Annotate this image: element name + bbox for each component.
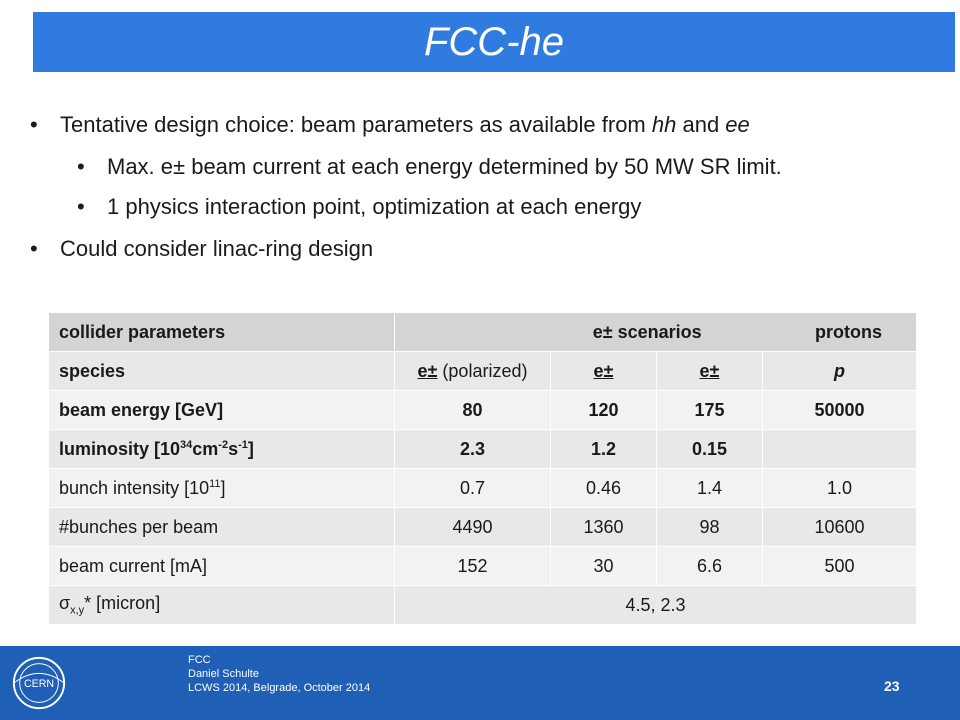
lumi-exp1: 34 xyxy=(180,438,193,451)
bunch-v1: 0.7 xyxy=(395,469,551,508)
current-v4: 500 xyxy=(763,547,917,586)
species-cell-4 xyxy=(763,352,917,391)
footer-bar xyxy=(0,646,960,720)
table-row-species xyxy=(49,352,917,391)
lumi-label xyxy=(49,430,395,469)
sigma-symbol: σ xyxy=(59,593,71,614)
current-label: beam current [mA] xyxy=(49,547,395,586)
header-e-scenarios: e± scenarios xyxy=(592,321,702,342)
table-row-sigma xyxy=(49,586,917,625)
lumi-s: s xyxy=(228,438,239,459)
bullet-3-text: 1 physics interaction point, optimization at each energy xyxy=(107,194,642,219)
current-v3: 6.6 xyxy=(657,547,763,586)
table-row-current xyxy=(49,547,917,586)
footer-line-3: LCWS 2014, Belgrade, October 2014 xyxy=(188,682,371,694)
bullet-1-mid: and xyxy=(676,112,726,137)
title-bar xyxy=(33,12,955,72)
species-cell-1 xyxy=(395,352,551,391)
table-row-bunch-intensity xyxy=(49,469,917,508)
bullet-2-text: Max. e± beam current at each energy determined by 50 MW SR limit. xyxy=(107,154,782,179)
page-number: 23 xyxy=(884,678,900,694)
bullet-2 xyxy=(77,154,782,180)
species-cell-2 xyxy=(551,352,657,391)
table-row-luminosity xyxy=(49,430,917,469)
lumi-pre: luminosity [10 xyxy=(59,438,181,459)
energy-v2: 120 xyxy=(551,391,657,430)
cern-logo xyxy=(10,654,68,712)
current-v2: 30 xyxy=(551,547,657,586)
footer-text xyxy=(188,653,370,695)
sigma-value: 4.5, 2.3 xyxy=(395,586,917,625)
energy-v4: 50000 xyxy=(763,391,917,430)
bunch-exp: 11 xyxy=(209,477,221,490)
lumi-mid: cm xyxy=(192,438,219,459)
nb-v2: 1360 xyxy=(551,508,657,547)
table-row-energy xyxy=(49,391,917,430)
cern-logo-text: CERN xyxy=(23,677,55,690)
bunch-pre: bunch intensity [10 xyxy=(59,477,210,498)
bunch-post: ] xyxy=(220,477,226,498)
bullet-4-text: Could consider linac-ring design xyxy=(60,236,374,261)
bullet-4 xyxy=(30,236,374,262)
sigma-post: * [micron] xyxy=(84,593,161,614)
lumi-v2: 1.2 xyxy=(551,430,657,469)
header-collider-parameters: collider parameters xyxy=(49,313,395,352)
species-c4: p xyxy=(834,360,845,381)
slide-title: FCC-he xyxy=(423,19,565,64)
parameters-table xyxy=(48,312,917,625)
bunch-v3: 1.4 xyxy=(657,469,763,508)
nb-v3: 98 xyxy=(657,508,763,547)
lumi-v4 xyxy=(763,430,917,469)
bullet-3 xyxy=(77,194,642,220)
footer-line-1: FCC xyxy=(188,654,211,666)
species-c2: e± xyxy=(593,360,614,381)
bullet-1-text: Tentative design choice: beam parameters as available from xyxy=(60,112,652,137)
bullet-1-em2: ee xyxy=(725,112,750,137)
species-c1-main: e± xyxy=(417,360,438,381)
table-header-row xyxy=(49,313,917,352)
bunch-v2: 0.46 xyxy=(551,469,657,508)
bullet-1-em1: hh xyxy=(651,112,677,137)
nb-label: #bunches per beam xyxy=(49,508,395,547)
bullet-dot: • xyxy=(77,154,85,179)
species-c1-note: (polarized) xyxy=(437,360,528,381)
energy-v1: 80 xyxy=(395,391,551,430)
header-protons: protons xyxy=(815,321,883,342)
bunch-label xyxy=(49,469,395,508)
footer-line-2: Daniel Schulte xyxy=(188,668,259,680)
lumi-v1: 2.3 xyxy=(395,430,551,469)
species-cell-3 xyxy=(657,352,763,391)
bullet-dot: • xyxy=(30,236,38,261)
lumi-exp3: -1 xyxy=(238,438,248,451)
lumi-post: ] xyxy=(247,438,254,459)
sigma-label xyxy=(49,586,395,625)
bunch-v4: 1.0 xyxy=(763,469,917,508)
lumi-v3: 0.15 xyxy=(657,430,763,469)
energy-v3: 175 xyxy=(657,391,763,430)
table-row-bunches xyxy=(49,508,917,547)
header-scenarios xyxy=(395,313,917,352)
current-v1: 152 xyxy=(395,547,551,586)
species-label: species xyxy=(49,352,395,391)
species-c3: e± xyxy=(699,360,720,381)
sigma-sub: x,y xyxy=(70,604,85,617)
bullet-dot: • xyxy=(77,194,85,219)
energy-label: beam energy [GeV] xyxy=(49,391,395,430)
lumi-exp2: -2 xyxy=(218,438,229,451)
bullet-dot: • xyxy=(30,112,38,137)
bullet-1 xyxy=(30,112,750,138)
nb-v1: 4490 xyxy=(395,508,551,547)
nb-v4: 10600 xyxy=(763,508,917,547)
